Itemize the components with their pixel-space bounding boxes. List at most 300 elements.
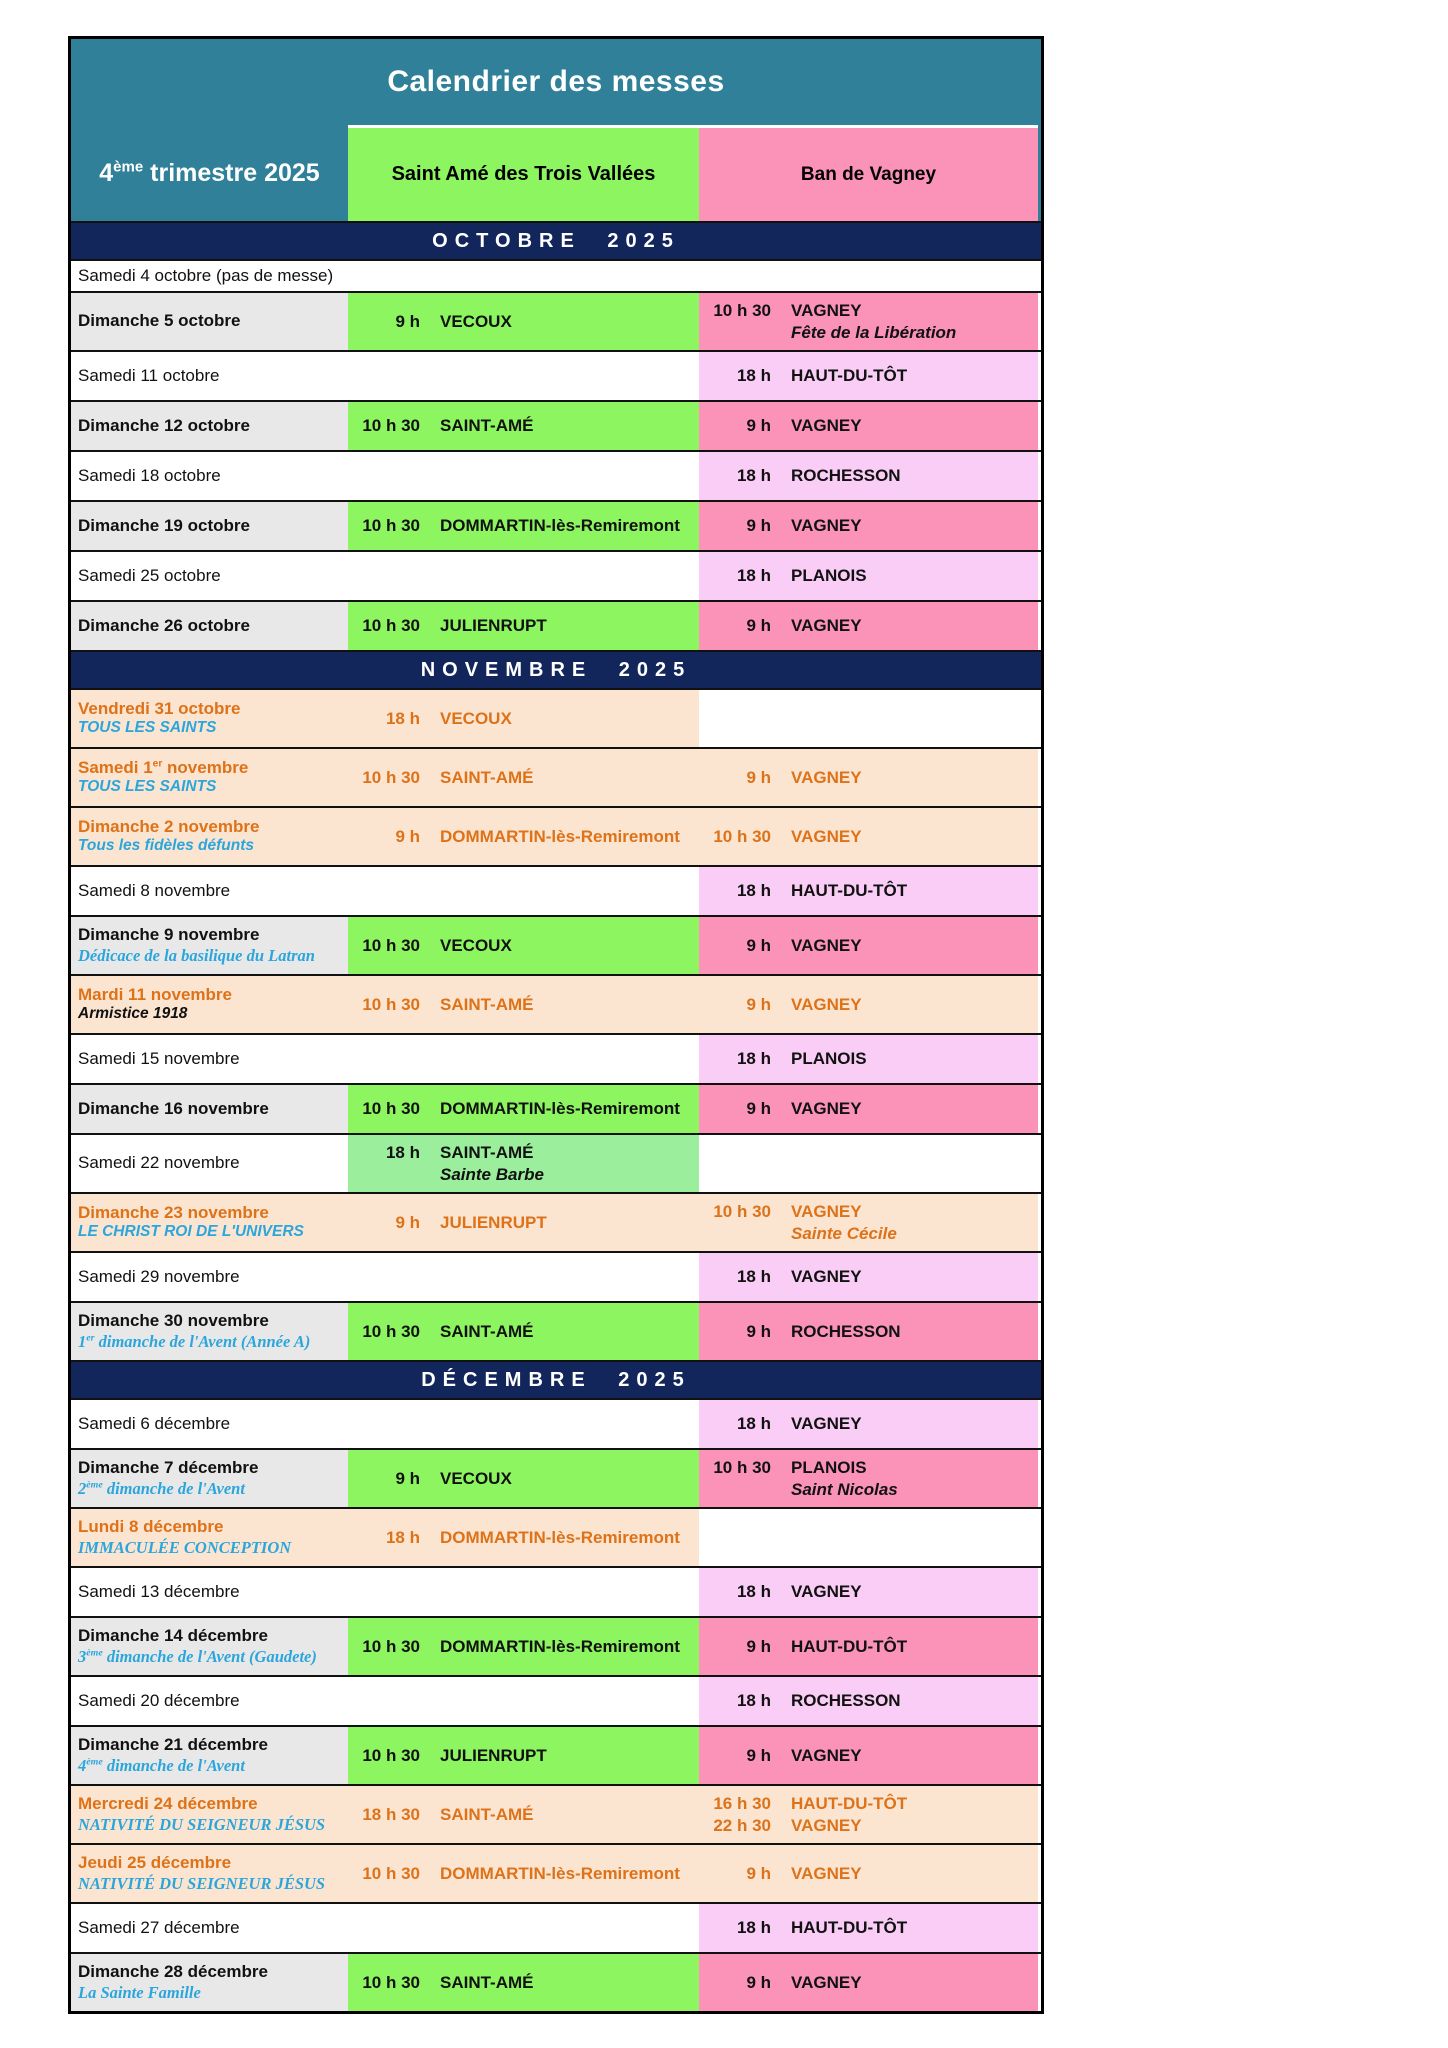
mass-lines (348, 935, 699, 956)
date-label: Dimanche 9 novembre (78, 925, 260, 945)
table-row (71, 1675, 1041, 1725)
vagney-cell (699, 1904, 1038, 1952)
saintame-cell (348, 402, 699, 450)
date-cell (71, 808, 348, 865)
mass-lines (699, 1048, 1038, 1069)
date-cell (71, 976, 348, 1033)
date-label: Dimanche 2 novembre (78, 817, 260, 836)
date-cell (71, 1035, 348, 1083)
mass-lines (348, 1972, 699, 1993)
date-cell (71, 1509, 348, 1566)
mass-place (771, 935, 1038, 956)
mass-place-name: DOMMARTIN-lès-Remiremont (440, 826, 680, 846)
table-row (71, 974, 1041, 1033)
mass-place (420, 708, 699, 729)
date-cell (71, 552, 348, 600)
date-label: Mardi 11 novembre (78, 985, 233, 1004)
mass-entry (699, 1745, 1038, 1766)
table-row (71, 915, 1041, 974)
mass-lines (699, 1457, 1038, 1500)
mass-place (420, 1212, 699, 1233)
mass-entry (348, 826, 699, 847)
mass-time: 10 h 30 (362, 616, 420, 636)
mass-time: 10 h 30 (713, 826, 771, 846)
mass-lines (348, 1142, 699, 1185)
mass-time: 9 h (746, 416, 771, 436)
page-title: Calendrier des messes (387, 65, 725, 98)
mass-lines (348, 515, 699, 536)
mass-place-name: VECOUX (440, 935, 512, 955)
mass-place-name: ROCHESSON (791, 1321, 901, 1341)
mass-time: 9 h (746, 935, 771, 955)
table-row (71, 450, 1041, 500)
date-cell (71, 1727, 348, 1784)
mass-place-name: VAGNEY (791, 767, 862, 787)
mass-entry (348, 1804, 699, 1825)
mass-entry (348, 311, 699, 332)
date-cell (71, 1450, 348, 1507)
mass-place-name: JULIENRUPT (440, 616, 547, 636)
date-cell (71, 1194, 348, 1251)
vagney-cell (699, 1135, 1038, 1192)
date-cell (71, 502, 348, 550)
mass-lines (699, 1917, 1038, 1938)
mass-place (771, 1690, 1038, 1711)
mass-place-name: VAGNEY (791, 1863, 862, 1883)
mass-place (771, 767, 1038, 788)
mass-entry (348, 615, 699, 636)
saintame-cell (348, 552, 699, 600)
mass-place-name: SAINT-AMÉ (440, 1804, 534, 1824)
mass-time: 18 h (736, 366, 771, 386)
saintame-cell (348, 502, 699, 550)
vagney-cell (699, 1085, 1038, 1133)
mass-place-name: VAGNEY (791, 1972, 862, 1992)
mass-time: 9 h (746, 1636, 771, 1656)
mass-place (771, 880, 1038, 901)
mass-entry (699, 1098, 1038, 1119)
date-label: Dimanche 7 décembre (78, 1458, 259, 1478)
vagney-cell (699, 261, 1038, 291)
mass-place (420, 1098, 699, 1119)
mass-place-name: SAINT-AMÉ (440, 767, 534, 787)
mass-place-name: DOMMARTIN-lès-Remiremont (440, 1636, 680, 1656)
feast-label: NATIVITÉ DU SEIGNEUR JÉSUS (78, 1873, 326, 1893)
saintame-cell (348, 452, 699, 500)
mass-entry (699, 767, 1038, 788)
mass-time: 9 h (746, 616, 771, 636)
mass-place-name: VAGNEY (791, 1202, 862, 1222)
mass-place-name: SAINT-AMÉ (440, 994, 534, 1014)
vagney-cell (699, 808, 1038, 865)
mass-lines (699, 826, 1038, 847)
mass-entry (348, 1972, 699, 1993)
date-cell (71, 402, 348, 450)
mass-time: 10 h 30 (362, 1636, 420, 1656)
vagney-cell (699, 1618, 1038, 1675)
mass-entry (348, 935, 699, 956)
mass-time: 10 h 30 (362, 1863, 420, 1883)
mass-lines (699, 1413, 1038, 1434)
mass-place (420, 1527, 699, 1548)
mass-time: 10 h 30 (362, 1099, 420, 1119)
mass-entry (348, 708, 699, 729)
vagney-cell (699, 502, 1038, 550)
column-header-row (71, 125, 1041, 221)
mass-lines (699, 565, 1038, 586)
vagney-cell (699, 402, 1038, 450)
mass-place (771, 1636, 1038, 1657)
mass-entry (348, 1745, 699, 1766)
date-cell (71, 602, 348, 650)
mass-time: 18 h (736, 1267, 771, 1287)
date-cell (71, 452, 348, 500)
mass-place (771, 1457, 1038, 1500)
vagney-cell (699, 452, 1038, 500)
saintame-cell (348, 1085, 699, 1133)
mass-place (420, 1142, 699, 1185)
vagney-cell (699, 1253, 1038, 1301)
mass-lines (348, 1863, 699, 1884)
vagney-cell (699, 1677, 1038, 1725)
table-row (71, 600, 1041, 650)
mass-lines (699, 994, 1038, 1015)
mass-place-name: VAGNEY (791, 516, 862, 536)
mass-time: 10 h 30 (713, 1202, 771, 1222)
mass-lines (699, 767, 1038, 788)
mass-place (420, 615, 699, 636)
mass-place (771, 826, 1038, 847)
mass-lines (348, 1804, 699, 1825)
date-label: Dimanche 28 décembre (78, 1962, 268, 1982)
table-row (71, 1952, 1041, 2011)
mass-place-name: VAGNEY (791, 616, 862, 636)
saintame-cell (348, 808, 699, 865)
month-header: OCTOBRE 2025 (71, 221, 1041, 259)
mass-place (771, 1581, 1038, 1602)
mass-place (771, 1413, 1038, 1434)
mass-place-name: VAGNEY (791, 1267, 862, 1287)
mass-entry (348, 1142, 699, 1185)
date-label: Dimanche 5 octobre (78, 311, 241, 331)
date-label: Samedi 13 décembre (78, 1581, 240, 1601)
mass-lines (348, 708, 699, 729)
date-cell (71, 293, 348, 350)
mass-entry (348, 415, 699, 436)
date-label: Samedi 1er novembre (78, 758, 249, 777)
mass-lines (348, 1321, 699, 1342)
mass-place-name: DOMMARTIN-lès-Remiremont (440, 1527, 680, 1547)
mass-time: 9 h (746, 1863, 771, 1883)
mass-place-name: ROCHESSON (791, 1691, 901, 1711)
date-cell (71, 867, 348, 915)
mass-time: 9 h (746, 1099, 771, 1119)
mass-lines (348, 415, 699, 436)
date-label: Dimanche 19 octobre (78, 515, 250, 535)
mass-place-name: JULIENRUPT (440, 1745, 547, 1765)
mass-time: 18 h 30 (362, 1804, 420, 1824)
table-row (71, 1033, 1041, 1083)
date-label: Mercredi 24 décembre (78, 1794, 258, 1814)
mass-lines (348, 1098, 699, 1119)
mass-entry (699, 1863, 1038, 1884)
mass-time: 18 h (736, 566, 771, 586)
mass-lines (699, 1201, 1038, 1244)
mass-entry (699, 300, 1038, 343)
mass-time: 10 h 30 (362, 416, 420, 436)
vagney-cell (699, 1786, 1038, 1843)
mass-place-name: HAUT-DU-TÔT (791, 366, 908, 386)
vagney-cell (699, 552, 1038, 600)
mass-lines (348, 1212, 699, 1233)
mass-entry (348, 994, 699, 1015)
date-cell (71, 1618, 348, 1675)
mass-lines (699, 615, 1038, 636)
mass-time: 18 h (385, 1143, 420, 1163)
mass-time: 18 h (736, 1582, 771, 1602)
table-row (71, 1251, 1041, 1301)
saintame-cell (348, 690, 699, 747)
mass-place (771, 1098, 1038, 1119)
mass-entry (699, 1793, 1038, 1814)
mass-entry (348, 1098, 699, 1119)
date-label: Samedi 15 novembre (78, 1048, 240, 1068)
table-row (71, 1448, 1041, 1507)
mass-place (420, 935, 699, 956)
mass-place (420, 1321, 699, 1342)
date-cell (71, 1303, 348, 1360)
table-row (71, 1133, 1041, 1192)
saintame-cell (348, 1194, 699, 1251)
date-cell (71, 261, 348, 291)
saintame-cell (348, 1400, 699, 1448)
mass-time: 18 h (736, 466, 771, 486)
mass-time: 9 h (746, 1321, 771, 1341)
date-label: Samedi 11 octobre (78, 365, 220, 385)
mass-place-name: HAUT-DU-TÔT (791, 881, 908, 901)
mass-entry (348, 1468, 699, 1489)
mass-entry (348, 1636, 699, 1657)
saintame-cell (348, 1845, 699, 1902)
mass-place-name: SAINT-AMÉ (440, 1321, 534, 1341)
mass-place-name: DOMMARTIN-lès-Remiremont (440, 1099, 680, 1119)
mass-lines (699, 1321, 1038, 1342)
table-row (71, 400, 1041, 450)
mass-entry (699, 1917, 1038, 1938)
mass-place (771, 1917, 1038, 1938)
mass-time: 18 h (736, 1918, 771, 1938)
mass-place (420, 1745, 699, 1766)
column-header-vagney: Ban de Vagney (699, 125, 1038, 221)
mass-entry (699, 1457, 1038, 1500)
mass-entry (699, 415, 1038, 436)
mass-place (420, 767, 699, 788)
mass-place-name: JULIENRUPT (440, 1212, 547, 1232)
mass-lines (699, 1863, 1038, 1884)
mass-lines (348, 311, 699, 332)
mass-lines (699, 935, 1038, 956)
mass-entry (699, 1690, 1038, 1711)
date-label: Samedi 29 novembre (78, 1266, 240, 1286)
date-label: Dimanche 23 novembre (78, 1203, 269, 1222)
vagney-cell (699, 1400, 1038, 1448)
date-label: Vendredi 31 octobre (78, 699, 241, 718)
table-row (71, 1616, 1041, 1675)
vagney-cell (699, 293, 1038, 350)
mass-place (771, 1201, 1038, 1244)
mass-time: 10 h 30 (362, 1972, 420, 1992)
mass-entry (699, 1815, 1038, 1836)
date-cell (71, 1568, 348, 1616)
saintame-cell (348, 1618, 699, 1675)
mass-lines (348, 1527, 699, 1548)
saintame-cell (348, 1954, 699, 2011)
date-label: Samedi 8 novembre (78, 880, 231, 900)
mass-lines (699, 365, 1038, 386)
mass-lines (348, 615, 699, 636)
mass-place (771, 615, 1038, 636)
mass-place-name: VAGNEY (791, 994, 862, 1014)
mass-lines (699, 415, 1038, 436)
table-row (71, 688, 1041, 747)
date-label: Samedi 20 décembre (78, 1690, 240, 1710)
date-cell (71, 1904, 348, 1952)
table-row (71, 1398, 1041, 1448)
mass-time: 9 h (746, 1972, 771, 1992)
vagney-cell (699, 1303, 1038, 1360)
mass-place (771, 1745, 1038, 1766)
vagney-cell (699, 867, 1038, 915)
saintame-cell (348, 293, 699, 350)
date-label: Samedi 18 octobre (78, 465, 221, 485)
table-row (71, 1784, 1041, 1843)
vagney-cell (699, 352, 1038, 400)
mass-place (420, 1863, 699, 1884)
vagney-cell (699, 917, 1038, 974)
mass-lines (699, 1745, 1038, 1766)
mass-entry (699, 1201, 1038, 1244)
mass-time: 9 h (395, 826, 420, 846)
date-label: Samedi 6 décembre (78, 1413, 231, 1433)
feast-label: LE CHRIST ROI DE L'UNIVERS (78, 1223, 304, 1241)
mass-lines (699, 1581, 1038, 1602)
mass-entry (699, 1266, 1038, 1287)
mass-place (771, 565, 1038, 586)
mass-place (420, 415, 699, 436)
mass-place-name: SAINT-AMÉ (440, 1972, 534, 1992)
saintame-cell (348, 976, 699, 1033)
date-cell (71, 1677, 348, 1725)
feast-label: NATIVITÉ DU SEIGNEUR JÉSUS (78, 1814, 326, 1834)
table-row (71, 350, 1041, 400)
mass-time: 10 h 30 (362, 994, 420, 1014)
date-label: Samedi 4 octobre (pas de messe) (78, 265, 334, 285)
mass-place (771, 1793, 1038, 1814)
mass-place (771, 1321, 1038, 1342)
feast-label: Tous les fidèles défunts (78, 837, 254, 855)
saintame-cell (348, 1568, 699, 1616)
mass-place (771, 415, 1038, 436)
mass-place-name: VECOUX (440, 708, 512, 728)
feast-label: TOUS LES SAINTS (78, 719, 217, 737)
mass-place-name: VAGNEY (791, 1099, 862, 1119)
mass-entry (699, 1972, 1038, 1993)
date-label: Samedi 22 novembre (78, 1153, 240, 1173)
mass-place (420, 1636, 699, 1657)
date-cell (71, 1954, 348, 2011)
mass-lines (348, 826, 699, 847)
month-header: NOVEMBRE 2025 (71, 650, 1041, 688)
date-cell (71, 1135, 348, 1192)
mass-time: 18 h (385, 708, 420, 728)
mass-place-name: HAUT-DU-TÔT (791, 1636, 908, 1656)
vagney-cell (699, 1954, 1038, 2011)
mass-place-name: DOMMARTIN-lès-Remiremont (440, 1863, 680, 1883)
date-cell (71, 1253, 348, 1301)
mass-place (420, 994, 699, 1015)
period-label: 4ème trimestre 2025 (99, 158, 320, 187)
table-row (71, 1725, 1041, 1784)
table-row (71, 1301, 1041, 1360)
feast-label: 2ème dimanche de l'Avent (78, 1478, 245, 1498)
mass-lines (699, 300, 1038, 343)
mass-place-name: VAGNEY (791, 1745, 862, 1765)
mass-lines (348, 1468, 699, 1489)
mass-place-note: Sainte Cécile (791, 1223, 897, 1243)
mass-place-name: HAUT-DU-TÔT (791, 1794, 908, 1814)
mass-entry (699, 465, 1038, 486)
mass-lines (348, 1745, 699, 1766)
mass-place (771, 1266, 1038, 1287)
table-row (71, 865, 1041, 915)
mass-place (420, 1468, 699, 1489)
table-row (71, 806, 1041, 865)
saintame-cell (348, 1303, 699, 1360)
table-row (71, 1902, 1041, 1952)
vagney-cell (699, 1035, 1038, 1083)
mass-place-name: VAGNEY (791, 301, 862, 321)
date-cell (71, 1845, 348, 1902)
mass-place (420, 826, 699, 847)
saintame-cell (348, 1904, 699, 1952)
feast-label: Dédicace de la basilique du Latran (78, 945, 315, 965)
mass-place (771, 465, 1038, 486)
mass-place (420, 1972, 699, 1993)
mass-entry (699, 1636, 1038, 1657)
mass-entry (699, 615, 1038, 636)
mass-lines (699, 880, 1038, 901)
mass-time: 18 h (385, 1527, 420, 1547)
mass-lines (699, 1690, 1038, 1711)
calendar-header (71, 39, 1041, 221)
table-row (71, 500, 1041, 550)
vagney-cell (699, 602, 1038, 650)
mass-place-name: PLANOIS (791, 566, 867, 586)
saintame-cell (348, 1727, 699, 1784)
saintame-cell (348, 352, 699, 400)
mass-lines (699, 1266, 1038, 1287)
mass-time: 22 h 30 (713, 1815, 771, 1835)
date-label: Dimanche 14 décembre (78, 1626, 268, 1646)
mass-time: 18 h (736, 881, 771, 901)
saintame-cell (348, 1786, 699, 1843)
date-label: Dimanche 30 novembre (78, 1311, 269, 1331)
saintame-cell (348, 1135, 699, 1192)
date-label: Jeudi 25 décembre (78, 1853, 232, 1873)
saintame-cell (348, 1035, 699, 1083)
mass-entry (699, 565, 1038, 586)
mass-place-note: Fête de la Libération (791, 322, 957, 342)
